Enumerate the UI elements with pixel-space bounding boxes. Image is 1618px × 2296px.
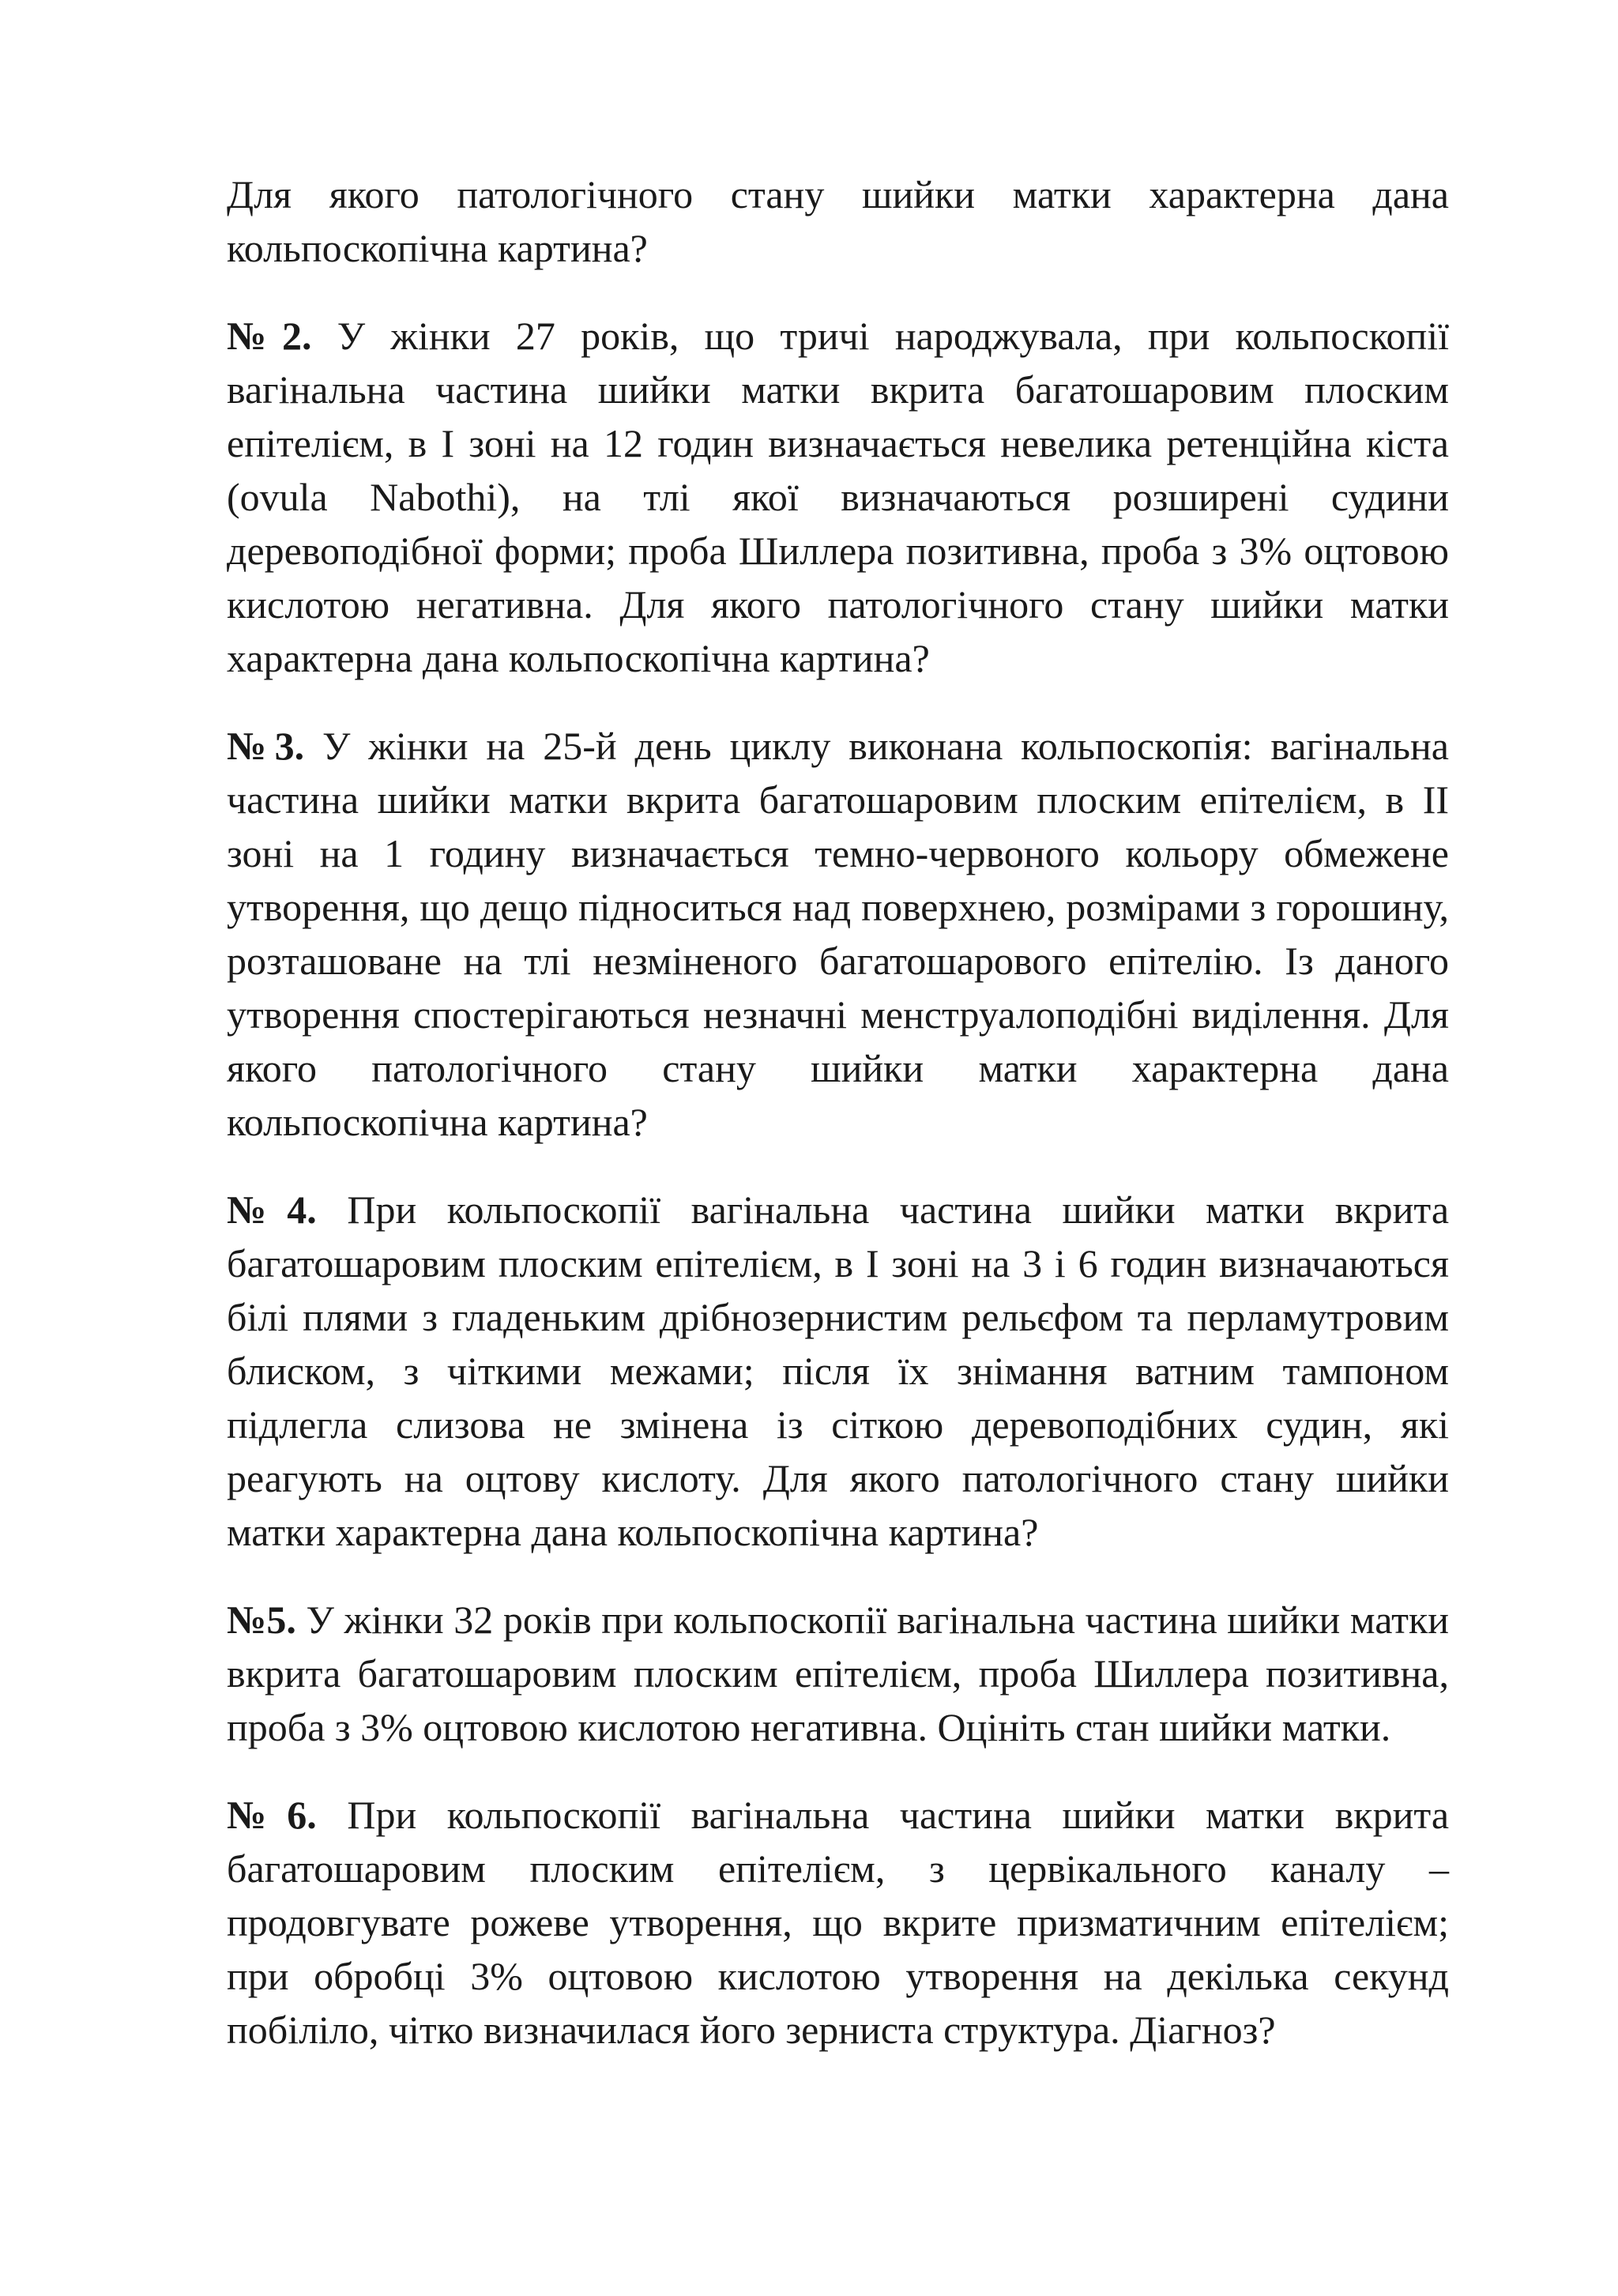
- task-text: У жінки 27 років, що тричі народжувала, при кольпоскопії вагінальна частина шийки матки вкрита багатошаровим плоским епітелієм, в I зоні на 12 годин визначається невелика ретенційна кіста (ovula Nabothi), на тлі якої визначаються розширені судини деревоподібної форми; проба Шиллера позитивна, проба з 3% оцтовою кислотою негативна. Для якого патологічного стану шийки матки характерна дана кольпоскопічна картина?: [227, 314, 1449, 680]
- task-text: У жінки на 25-й день циклу виконана кольпоскопія: вагінальна частина шийки матки вкрита багатошаровим плоским епітелієм, в II зоні на 1 годину визначається темно-червоного кольору обмежене утворення, що дещо підноситься над поверхнею, розмірами з горошину, розташоване на тлі незміненого багатошарового епітелію. Із даного утворення спостерігаються незначні менструалоподібні виділення. Для якого патологічного стану шийки матки характерна дана кольпоскопічна картина?: [227, 724, 1449, 1144]
- intro-paragraph: [227, 167, 1449, 275]
- task-paragraph: [227, 719, 1449, 1149]
- task-paragraph: [227, 1183, 1449, 1559]
- task-paragraph: [227, 1593, 1449, 1754]
- task-paragraph: [227, 1788, 1449, 2057]
- task-text: При кольпоскопії вагінальна частина шийки матки вкрита багатошаровим плоским епітелієм, в I зоні на 3 і 6 годин визначаються білі плями з гладеньким дрібнозернистим рельєфом та перламутровим блиском, з чіткими межами; після їх знімання ватним тампоном підлегла слизова не змінена із сіткою деревоподібних судин, які реагують на оцтову кислоту. Для якого патологічного стану шийки матки характерна дана кольпоскопічна картина?: [227, 1188, 1450, 1554]
- task-number: №3.: [227, 724, 305, 768]
- task-number: №2.: [227, 314, 312, 358]
- task-number: №5.: [227, 1598, 296, 1642]
- intro-text: Для якого патологічного стану шийки матки характерна дана кольпоскопічна картина?: [227, 172, 1449, 270]
- task-paragraph: [227, 309, 1449, 685]
- page-content: [227, 167, 1449, 2091]
- task-number: №4.: [227, 1188, 317, 1232]
- task-text: У жінки 32 років при кольпоскопії вагінальна частина шийки матки вкрита багатошаровим плоским епітелієм, проба Шиллера позитивна, проба з 3% оцтовою кислотою негативна. Оцініть стан шийки матки.: [227, 1598, 1450, 1749]
- task-text: При кольпоскопії вагінальна частина шийки матки вкрита багатошаровим плоским епітелієм, з цервікального каналу – продовгувате рожеве утворення, що вкрите призматичним епітелієм; при обробці 3% оцтовою кислотою утворення на декілька секунд побіліло, чітко визначилася його зерниста структура. Діагноз?: [227, 1793, 1450, 2052]
- task-number: №6.: [227, 1793, 317, 1837]
